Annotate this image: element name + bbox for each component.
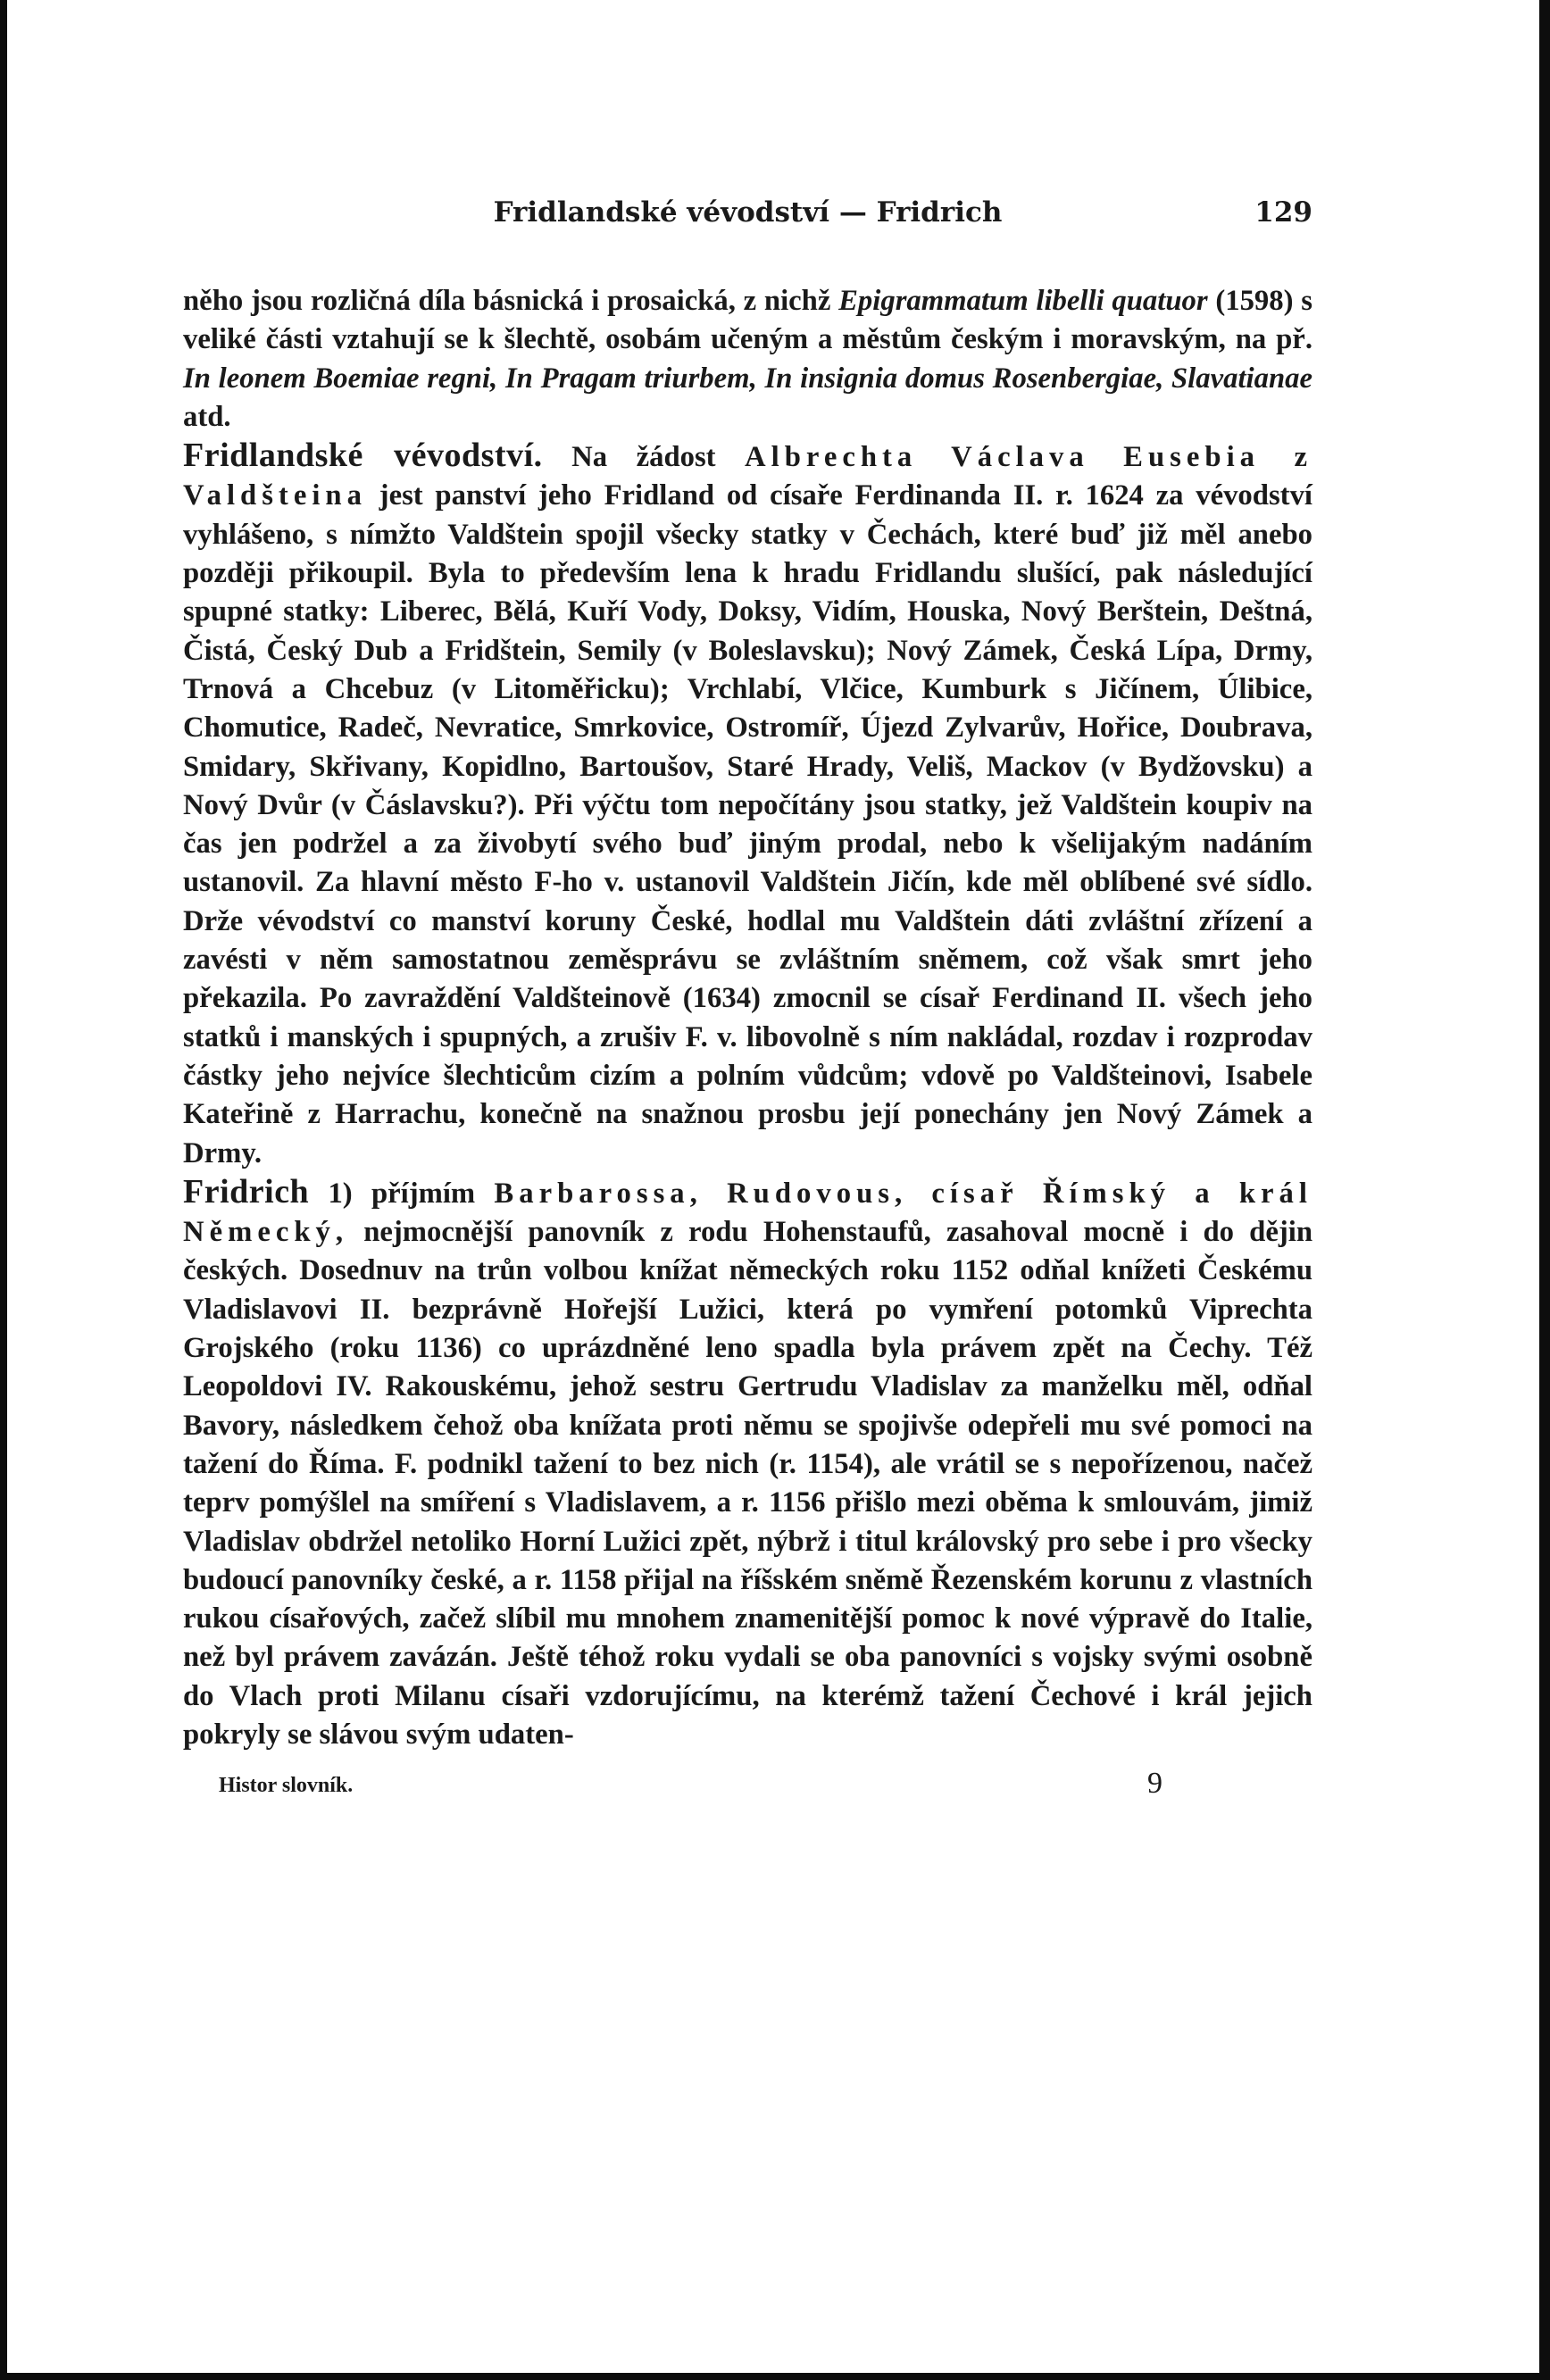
sheet-number: 9 — [1147, 1767, 1162, 1801]
running-title: Fridlandské vévodství — Fridrich — [493, 196, 1003, 229]
entry-heading: Fridrich — [183, 1172, 310, 1211]
text-run: (1598) s veliké části vztahují se k šlechtě, osobám učeným a městům českým i moravským, na př. — [183, 285, 1312, 356]
spaced-name: Barbarossa, Rudovous, císař Římský a král Německý, — [183, 1177, 1312, 1249]
text-run: Na žádost — [542, 441, 746, 474]
italic-run: Epigrammatum libelli quatuor — [838, 285, 1208, 317]
spaced-name: Albrechta Václava Eusebia z Valdšteina — [183, 441, 1312, 512]
text-run: nejmocnější panovník z rodu Hohenstaufů, zasahoval mocně i do dějin českých. Dosednuv na trůn volbou knížat německých roku 1152 odňal knížeti Českému Vladislavovi II. bezprávně Hořejší Lužici, která po vymření potomků Viprechta Grojského (roku 1136) co uprázdněné leno spadla byla právem zpět na Čechy. Též Leopoldovi IV. Rakouskému, jehož sestru Gertrudu Vladislav za manželku měl, odňal Bavory, následkem čehož oba knížata proti němu se spojivše odepřeli mu své pomoci na tažení do Říma. F. podnikl tažení to bez nich (r. 1154), ale vrátil se s nepořízenou, načež teprv pomýšlel na smíření s Vladislavem, a r. 1156 přišlo mezi oběma k smlouvám, jimiž Vladislav obdržel netoliko Horní Lužici zpět, nýbrž i titul královský pro sebe i pro všecky budoucí panovníky české, a r. 1158 přijal na říšském sněmě Řezenském korunu z vlastních rukou císařových, začež slíbil mu mnohem znamenitější pomoc k nové výpravě do Italie, než byl právem zavázán. Ještě téhož roku vydali se oba panovníci s vojsky svými osobně do Vlach proti Milanu císaři vzdorujícímu, na kterémž tažení Čechové i král jejich pokryly se slávou svým udaten- — [183, 1216, 1312, 1751]
page-number: 129 — [1254, 196, 1312, 229]
paragraph — [183, 1173, 1312, 1754]
left-scan-edge — [0, 0, 7, 2380]
page-footer — [183, 1767, 1312, 1802]
italic-run: In leonem Boemiae regni, In Pragam triurbem, In insignia domus Rosenbergiae, Slavatianae — [183, 362, 1312, 395]
body-text — [183, 282, 1312, 1754]
bottom-scan-edge — [0, 2373, 1550, 2380]
paragraph — [183, 282, 1312, 437]
right-scan-edge — [1539, 0, 1550, 2380]
page-header — [183, 196, 1312, 241]
book-page — [183, 196, 1312, 1802]
text-run: atd. — [183, 400, 231, 433]
text-run: něho jsou rozličná díla básnická i prosaická, z nichž — [183, 285, 839, 317]
paragraph — [183, 437, 1312, 1173]
text-run: 1) příjmím — [309, 1177, 495, 1210]
entry-heading: Fridlandské vévodství. — [183, 437, 543, 475]
signature-label: Histor slovník. — [219, 1774, 354, 1798]
text-run: jest panství jeho Fridland od císaře Ferdinanda II. r. 1624 za vévodství vyhlášeno, s nímžto Valdštein spojil všecky statky v Čechách, které buď již měl anebo později přikoupil. Byla to především lena k hradu Fridlandu slušící, pak následující spupné statky: Liberec, Bělá, Kuří Vody, Doksy, Vidím, Houska, Nový Berštein, Deštná, Čistá, Český Dub a Fridštein, Semily (v Boleslavsku); Nový Zámek, Česká Lípa, Drmy, Trnová a Chcebuz (v Litoměřicku); Vrchlabí, Vlčice, Kumburk s Jičínem, Úlibice, Chomutice, Radeč, Nevratice, Smrkovice, Ostromíř, Újezd Zylvarův, Hořice, Doubrava, Smidary, Skřivany, Kopidlno, Bartoušov, Staré Hrady, Veliš, Mackov (v Bydžovsku) a Nový Dvůr (v Čáslavsku?). Při výčtu tom nepočítány jsou statky, jež Valdštein koupiv na čas jen podržel a za živobytí svého buď jiným prodal, nebo k všelijakým nadáním ustanovil. Za hlavní město F-ho v. ustanovil Valdštein Jičín, kde měl oblíbené své sídlo. Drže vévodství co manství koruny České, hodlal mu Valdštein dáti zvláštní zřízení a zavésti v něm samostatnou zeměsprávu se zvláštním sněmem, což však smrt jeho překazila. Po zavraždění Valdšteinově (1634) zmocnil se císař Ferdinand II. všech jeho statků i manských i spupných, a zrušiv F. v. libovolně s ním nakládal, rozdav i rozprodav částky jeho nejvíce šlechticům cizím a polním vůdcům; vdově po Valdšteinovi, Isabele Kateřině z Harrachu, konečně na snažnou prosbu její ponechány jen Nový Zámek a Drmy. — [183, 479, 1312, 1169]
